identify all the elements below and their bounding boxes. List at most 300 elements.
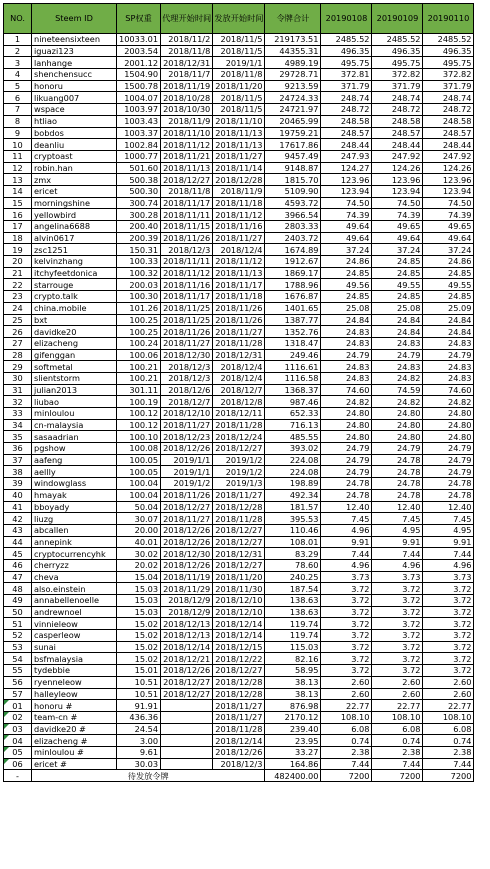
day-1-cell-text: 25.08 <box>346 303 370 314</box>
token-total-cell <box>265 501 321 513</box>
day-3-cell-text: 0.74 <box>453 735 472 746</box>
delegation-start-cell-text: 2018/12/14 <box>163 642 211 653</box>
payout-start-cell-text: 2018/12/27 <box>215 560 263 571</box>
row-no <box>4 606 32 618</box>
cell-comment-marker-icon <box>4 735 9 740</box>
sp-weight-cell <box>117 489 161 501</box>
payout-start-cell-text: 2018/11/27 <box>215 490 263 501</box>
sp-weight-cell <box>117 127 161 139</box>
summary-label: 待发放令牌 <box>32 770 265 782</box>
payout-start-cell-text: 2018/11/9 <box>220 186 263 197</box>
row-no <box>4 162 32 174</box>
token-total-cell <box>265 454 321 466</box>
day-2-cell-text: 24.82 <box>397 396 421 407</box>
steem-id-cell-text: honoru <box>34 81 63 92</box>
token-total-cell-text: 33.27 <box>295 747 319 758</box>
delegation-start-cell-text: 2018/11/21 <box>163 151 211 162</box>
token-total-cell-text: 17617.86 <box>279 139 319 150</box>
sp-weight-cell <box>117 244 161 256</box>
day-3-cell-text: 3.72 <box>453 630 472 641</box>
row-no <box>4 115 32 127</box>
payout-start-cell <box>213 337 265 349</box>
delegation-start-cell <box>161 665 213 677</box>
steem-id-cell <box>32 209 117 221</box>
steem-id-cell <box>32 711 117 723</box>
payout-start-cell <box>213 723 265 735</box>
day-2-cell-text: 74.50 <box>397 197 421 208</box>
day-2-cell <box>372 419 423 431</box>
delegation-start-cell-text: 2018/12/7 <box>168 396 211 407</box>
delegation-start-cell <box>161 408 213 420</box>
day-2-cell <box>372 478 423 490</box>
payout-start-cell-text: 2018/11/18 <box>215 197 263 208</box>
token-total-cell-text: 393.02 <box>289 443 319 454</box>
day-2-cell-text: 24.78 <box>397 478 421 489</box>
delegation-start-cell <box>161 466 213 478</box>
day-3-cell-text: 74.39 <box>448 209 472 220</box>
sp-weight-cell-text: 100.21 <box>129 361 159 372</box>
steem-id-cell <box>32 349 117 361</box>
day-2-cell <box>372 279 423 291</box>
token-total-cell <box>265 197 321 209</box>
day-1-cell-text: 123.96 <box>340 174 370 185</box>
day-3-cell <box>423 92 474 104</box>
row-no <box>4 665 32 677</box>
token-total-cell-text: 181.57 <box>289 501 319 512</box>
payout-start-cell-text: 2018/11/5 <box>220 92 263 103</box>
day-1-cell-text: 24.80 <box>346 408 370 419</box>
sp-weight-cell-text: 100.21 <box>129 373 159 384</box>
steem-id-cell-text: angelina6688 <box>34 221 91 232</box>
day-2-cell-text: 24.78 <box>397 466 421 477</box>
token-total-cell-text: 1788.96 <box>284 279 319 290</box>
day-2-cell <box>372 372 423 384</box>
steem-id-cell <box>32 606 117 618</box>
delegation-start-cell-text: 2019/1/1 <box>173 466 211 477</box>
payout-start-cell <box>213 267 265 279</box>
day-3-cell <box>423 408 474 420</box>
sp-weight-cell <box>117 174 161 186</box>
sp-weight-cell <box>117 536 161 548</box>
payout-start-cell-text: 2018/11/28 <box>215 420 263 431</box>
steem-id-cell-text: bobdos <box>34 127 64 138</box>
sp-weight-cell-text: 200.03 <box>129 279 159 290</box>
table-row <box>4 104 474 116</box>
day-1-cell <box>321 104 372 116</box>
day-1-cell-text: 108.10 <box>340 712 370 723</box>
day-3-cell-text: 49.65 <box>448 221 472 232</box>
payout-start-cell <box>213 489 265 501</box>
row-no-text: 54 <box>12 653 23 664</box>
token-total-cell <box>265 489 321 501</box>
day-3-cell <box>423 489 474 501</box>
sp-weight-cell <box>117 524 161 536</box>
delegation-start-cell <box>161 34 213 46</box>
sp-weight-cell-text: 150.31 <box>129 244 159 255</box>
payout-start-cell <box>213 221 265 233</box>
day-3-cell <box>423 326 474 338</box>
day-3-cell <box>423 758 474 770</box>
sp-weight-cell <box>117 443 161 455</box>
table-row <box>4 665 474 677</box>
steem-id-cell <box>32 57 117 69</box>
sp-weight-cell-text: 10.51 <box>134 688 159 699</box>
payout-start-cell-text: 2018/12/27 <box>215 665 263 676</box>
day-3-cell <box>423 665 474 677</box>
day-3-cell <box>423 583 474 595</box>
table-body <box>4 34 474 700</box>
day-2-cell <box>372 489 423 501</box>
table-row <box>4 185 474 197</box>
day-1-cell-text: 2.60 <box>351 688 370 699</box>
day-2-cell-text: 24.79 <box>397 443 421 454</box>
steem-id-cell-text: zmx <box>34 174 52 185</box>
day-1-cell-text: 7.45 <box>351 513 370 524</box>
steem-id-cell <box>32 115 117 127</box>
day-1-cell <box>321 185 372 197</box>
token-total-cell <box>265 57 321 69</box>
payout-start-cell-text: 2018/12/31 <box>215 349 263 360</box>
row-no <box>4 758 32 770</box>
delegation-start-cell <box>161 746 213 758</box>
day-2-cell-text: 247.92 <box>391 151 421 162</box>
steem-id-cell <box>32 150 117 162</box>
steem-id-cell-text: abcallen <box>34 525 69 536</box>
day-1-cell-text: 495.75 <box>340 57 370 68</box>
token-total-cell <box>265 384 321 396</box>
day-1-cell-text: 3.72 <box>351 607 370 618</box>
day-2-cell <box>372 618 423 630</box>
day-1-cell <box>321 361 372 373</box>
table-row <box>4 618 474 630</box>
day-1-cell-text: 3.73 <box>351 571 370 582</box>
payout-start-cell-text: 2018/11/13 <box>215 139 263 150</box>
row-no-text: 03 <box>12 723 23 734</box>
payout-start-cell-text: 2018/12/4 <box>220 244 263 255</box>
sp-weight-cell-text: 3.00 <box>139 735 159 746</box>
steem-id-cell <box>32 665 117 677</box>
sp-weight-cell-text: 100.30 <box>129 291 159 302</box>
row-no <box>4 571 32 583</box>
delegation-start-cell-text: 2018/12/26 <box>163 443 211 454</box>
row-no <box>4 92 32 104</box>
sp-weight-cell <box>117 735 161 747</box>
token-total-cell-text: 164.86 <box>289 758 319 769</box>
payout-start-cell-text: 2018/11/12 <box>215 209 263 220</box>
sp-weight-cell <box>117 723 161 735</box>
day-3-cell <box>423 185 474 197</box>
steem-id-cell <box>32 723 117 735</box>
steem-id-cell <box>32 595 117 607</box>
steem-id-cell <box>32 162 117 174</box>
table-row <box>4 69 474 81</box>
day-2-cell-text: 495.75 <box>391 57 421 68</box>
token-total-cell <box>265 408 321 420</box>
day-2-cell <box>372 606 423 618</box>
day-2-cell-text: 248.58 <box>391 116 421 127</box>
day-2-cell-text: 124.26 <box>391 162 421 173</box>
day-1-cell <box>321 676 372 688</box>
day-2-cell-text: 248.72 <box>391 104 421 115</box>
table-row <box>4 139 474 151</box>
payout-start-cell-text: 2018/11/13 <box>215 268 263 279</box>
payout-start-cell-text: 2018/11/12 <box>215 256 263 267</box>
day-3-cell-text: 248.44 <box>442 139 472 150</box>
delegation-start-cell-text: 2018/11/12 <box>163 268 211 279</box>
header-payout-start: 发放开始时间 <box>213 4 265 34</box>
table-row <box>4 408 474 420</box>
day-1-cell-text: 496.35 <box>340 46 370 57</box>
row-no-text: 02 <box>12 712 23 723</box>
steem-id-cell-text: davidke20 # <box>34 723 86 734</box>
day-1-cell-text: 3.72 <box>351 665 370 676</box>
token-total-cell <box>265 244 321 256</box>
sp-weight-cell-text: 2003.54 <box>124 46 159 57</box>
steem-id-cell-text: minloulou # <box>34 747 84 758</box>
sp-weight-cell <box>117 80 161 92</box>
payout-start-cell-text: 2018/12/28 <box>215 677 263 688</box>
token-total-cell <box>265 45 321 57</box>
sp-weight-cell <box>117 115 161 127</box>
payout-start-cell <box>213 700 265 712</box>
day-2-cell-text: 49.64 <box>397 233 421 244</box>
delegation-start-cell-text: 2018/11/25 <box>163 303 211 314</box>
row-no <box>4 150 32 162</box>
steem-id-cell <box>32 466 117 478</box>
token-total-cell-text: 239.40 <box>289 723 319 734</box>
delegation-start-cell-text: 2018/11/25 <box>163 314 211 325</box>
row-no-text: 47 <box>12 571 23 582</box>
delegation-start-cell-text: 2018/11/15 <box>163 221 211 232</box>
day-2-cell-text: 49.55 <box>397 279 421 290</box>
steem-id-cell-text: andrewnoel <box>34 607 82 618</box>
payout-start-cell-text: 2018/11/5 <box>220 46 263 57</box>
delegation-start-cell-text: 2018/12/3 <box>168 244 211 255</box>
token-total-cell <box>265 688 321 700</box>
day-3-cell <box>423 431 474 443</box>
day-3-cell-text: 4.96 <box>453 560 472 571</box>
token-total-cell <box>265 653 321 665</box>
token-total-cell-text: 492.34 <box>289 490 319 501</box>
token-total-cell-text: 1912.67 <box>284 256 319 267</box>
day-3-cell <box>423 618 474 630</box>
day-3-cell-text: 372.82 <box>442 69 472 80</box>
payout-start-cell-text: 2018/12/28 <box>215 501 263 512</box>
row-no-text: 24 <box>12 303 23 314</box>
payout-start-cell <box>213 571 265 583</box>
token-total-cell-text: 3966.54 <box>284 209 319 220</box>
token-total-cell <box>265 618 321 630</box>
row-no-text: 26 <box>12 326 23 337</box>
table-row <box>4 197 474 209</box>
sp-weight-cell-text: 100.08 <box>129 443 159 454</box>
day-3-cell-text: 49.55 <box>448 279 472 290</box>
steem-id-cell-text: starrouge <box>34 279 74 290</box>
day-3-cell <box>423 349 474 361</box>
steem-id-cell <box>32 232 117 244</box>
token-total-cell <box>265 279 321 291</box>
sp-weight-cell-text: 500.38 <box>129 174 159 185</box>
day-1-cell <box>321 69 372 81</box>
day-3-cell <box>423 127 474 139</box>
delegation-start-cell-text: 2018/12/26 <box>163 560 211 571</box>
day-2-cell <box>372 69 423 81</box>
row-no <box>4 69 32 81</box>
day-2-cell-text: 3.72 <box>402 630 421 641</box>
day-1-cell <box>321 209 372 221</box>
steem-id-cell-text: iguazi123 <box>34 46 74 57</box>
sp-weight-cell-text: 100.06 <box>129 349 159 360</box>
day-3-cell <box>423 641 474 653</box>
day-1-cell <box>321 337 372 349</box>
day-1-cell-text: 248.74 <box>340 92 370 103</box>
sp-weight-cell-text: 300.74 <box>129 197 159 208</box>
steem-id-cell-text: annepink <box>34 536 72 547</box>
day-2-cell <box>372 337 423 349</box>
day-2-cell-text: 248.57 <box>391 127 421 138</box>
day-1-cell-text: 49.56 <box>346 279 370 290</box>
day-3-cell <box>423 454 474 466</box>
table-row <box>4 279 474 291</box>
steem-id-cell <box>32 676 117 688</box>
day-3-cell <box>423 69 474 81</box>
day-1-cell-text: 24.80 <box>346 420 370 431</box>
payout-start-cell-text: 2018/11/8 <box>220 69 263 80</box>
payout-start-cell <box>213 536 265 548</box>
day-1-cell-text: 248.58 <box>340 116 370 127</box>
token-total-cell <box>265 174 321 186</box>
token-total-cell-text: 5109.90 <box>284 186 319 197</box>
sp-weight-cell <box>117 559 161 571</box>
day-2-cell-text: 24.84 <box>397 326 421 337</box>
payout-start-cell <box>213 443 265 455</box>
day-1-cell-text: 4.96 <box>351 525 370 536</box>
table-row <box>4 606 474 618</box>
payout-start-cell-text: 2018/12/7 <box>220 384 263 395</box>
day-1-cell <box>321 618 372 630</box>
payout-start-cell <box>213 618 265 630</box>
row-no-text: 25 <box>12 314 23 325</box>
day-2-cell-text: 24.80 <box>397 408 421 419</box>
payout-start-cell-text: 2018/11/5 <box>220 34 263 45</box>
steem-id-cell-text: kelvinzhang <box>34 256 83 267</box>
day-3-cell-text: 22.77 <box>448 700 472 711</box>
day-2-cell <box>372 34 423 46</box>
delegation-start-cell <box>161 618 213 630</box>
day-3-cell <box>423 595 474 607</box>
delegation-start-cell-text: 2018/11/16 <box>163 279 211 290</box>
extra-row <box>4 700 474 712</box>
steem-id-cell <box>32 548 117 560</box>
token-total-cell <box>265 665 321 677</box>
sp-weight-cell-text: 1002.84 <box>124 139 159 150</box>
payout-start-cell-text: 2018/11/27 <box>215 151 263 162</box>
day-3-cell-text: 24.85 <box>448 268 472 279</box>
day-2-cell <box>372 665 423 677</box>
payout-start-cell <box>213 746 265 758</box>
token-total-cell <box>265 536 321 548</box>
delegation-start-cell <box>161 291 213 303</box>
sp-weight-cell <box>117 69 161 81</box>
day-3-cell-text: 248.57 <box>442 127 472 138</box>
payout-start-cell <box>213 408 265 420</box>
token-total-cell <box>265 34 321 46</box>
day-3-cell-text: 495.75 <box>442 57 472 68</box>
day-1-cell <box>321 232 372 244</box>
day-3-cell-text: 248.58 <box>442 116 472 127</box>
payout-start-cell <box>213 676 265 688</box>
token-total-cell-text: 2170.12 <box>284 712 319 723</box>
delegation-start-cell <box>161 548 213 560</box>
day-3-cell-text: 24.82 <box>448 396 472 407</box>
sp-weight-cell-text: 436.36 <box>129 712 159 723</box>
delegation-start-cell-text: 2018/12/30 <box>163 349 211 360</box>
sp-weight-cell <box>117 232 161 244</box>
row-no <box>4 746 32 758</box>
steem-id-cell <box>32 431 117 443</box>
day-1-cell <box>321 150 372 162</box>
day-2-cell <box>372 384 423 396</box>
cell-comment-marker-icon <box>4 759 9 764</box>
day-2-cell-text: 3.72 <box>402 642 421 653</box>
payout-start-cell-text: 2018/12/15 <box>215 642 263 653</box>
delegation-start-cell-text: 2018/11/9 <box>168 116 211 127</box>
payout-start-cell-text: 2018/12/27 <box>215 443 263 454</box>
day-2-cell-text: 108.10 <box>391 712 421 723</box>
row-no-text: 13 <box>12 174 23 185</box>
steem-id-cell <box>32 92 117 104</box>
day-3-cell <box>423 653 474 665</box>
row-no <box>4 326 32 338</box>
steem-id-cell-text: ericet <box>34 186 58 197</box>
payout-start-cell <box>213 185 265 197</box>
day-2-cell <box>372 291 423 303</box>
delegation-start-cell-text: 2018/12/31 <box>163 57 211 68</box>
sp-weight-cell-text: 15.02 <box>134 618 159 629</box>
delegation-start-cell-text: 2018/12/26 <box>163 536 211 547</box>
day-1-cell <box>321 595 372 607</box>
day-3-cell <box>423 256 474 268</box>
steem-id-cell-text: cheva <box>34 571 59 582</box>
day-2-cell <box>372 571 423 583</box>
day-3-cell <box>423 139 474 151</box>
day-2-cell <box>372 501 423 513</box>
day-3-cell <box>423 723 474 735</box>
steem-id-cell-text: minloulou <box>34 408 75 419</box>
day-1-cell <box>321 583 372 595</box>
row-no <box>4 256 32 268</box>
payout-start-cell <box>213 758 265 770</box>
payout-start-cell-text: 2018/11/26 <box>215 303 263 314</box>
payout-start-cell <box>213 384 265 396</box>
row-no-text: 17 <box>12 221 23 232</box>
token-total-cell <box>265 524 321 536</box>
day-3-cell <box>423 630 474 642</box>
steem-id-cell-text: yellowbird <box>34 209 77 220</box>
token-total-cell-text: 44355.31 <box>279 46 319 57</box>
day-3-cell-text: 24.80 <box>448 408 472 419</box>
day-3-cell-text: 496.35 <box>442 46 472 57</box>
row-no <box>4 489 32 501</box>
steem-id-cell <box>32 197 117 209</box>
payout-start-cell-text: 2018/12/4 <box>220 373 263 384</box>
table-row <box>4 396 474 408</box>
token-total-cell-text: 4989.19 <box>284 57 319 68</box>
steem-id-cell <box>32 326 117 338</box>
steem-id-cell <box>32 256 117 268</box>
sp-weight-cell <box>117 641 161 653</box>
table-row <box>4 688 474 700</box>
